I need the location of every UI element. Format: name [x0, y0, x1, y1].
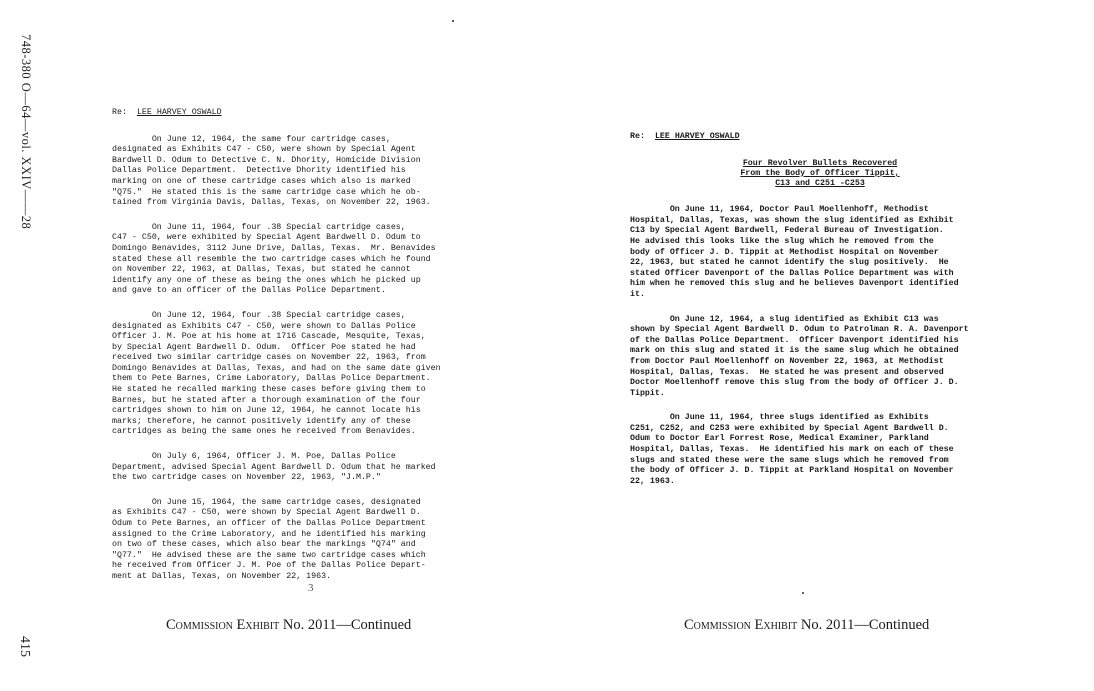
re-subject: LEE HARVEY OSWALD	[136, 108, 222, 117]
exhibit-prefix: Commission Exhibit	[166, 617, 280, 633]
exhibit-suffix: No. 2011—Continued	[800, 617, 930, 633]
re-line	[112, 108, 512, 119]
re-line	[630, 132, 1010, 143]
left-page-body	[112, 108, 512, 597]
paragraph: On June 12, 1964, a slug identified as Exhibit C13 was shown by Special Agent Bardwell D. Odum to Patrolman R. A. Davenport of the Dallas Police Department. Officer Davenport identified his mark on this slug and stated it is the same slug which he obtained from Doctor Paul Moellenhoff on November 22, 1963, at Methodist Hospital, Dallas, Texas. He stated he was present and observed Doctor Moellenhoff remove this slug from the body of Officer J. D. Tippit.	[630, 314, 969, 398]
exhibit-caption-right	[684, 617, 929, 634]
paragraph: On July 6, 1964, Officer J. M. Poe, Dallas Police Department, advised Special Agent Bardwell D. Odum that he marked the two cartridge cases on November 22, 1963, "J.M.P."	[112, 452, 436, 483]
paragraph: On June 11, 1964, four .38 Special cartridge cases, C47 - C50, were exhibited by Special Agent Bardwell D. Odum to Domingo Benavides, 3112 June Drive, Dallas, Texas. Mr. Benavides stated these all resemble the two cartridge cases which he found on November 22, 1963, at Dallas, Texas, but stated he cannot identify any one of these as being the ones which he picked up and gave to an officer of the Dallas Police Department.	[112, 222, 436, 296]
right-page-body	[630, 132, 1010, 501]
re-label: Re:	[630, 132, 645, 141]
exhibit-suffix: No. 2011—Continued	[282, 617, 412, 633]
paragraph: On June 15, 1964, the same cartridge cases, designated as Exhibits C47 - C50, were shown by Special Agent Bardwell D. Odum to Pete Barnes, an officer of the Dallas Police Department assigned to the Crime Laboratory, and he identified his marking on two of these cases, which also bear the markings "Q74" and "Q77." He advised these are the same two cartridge cases which he received from Officer J. M. Poe of the Dallas Police Depart- ment at Dallas, Texas, on November 22, 1963.	[112, 497, 426, 581]
page-number: 415	[17, 636, 32, 657]
section-heading: Four Revolver Bullets Recovered From the Body of Officer Tippit, C13 and C251 -C253	[740, 158, 900, 188]
re-label: Re:	[112, 108, 127, 117]
side-print-label: 748-380 O—64—vol. XXIV——28	[19, 34, 33, 230]
paragraph: On June 12, 1964, four .38 Special cartridge cases, designated as Exhibits C47 - C50, were shown to Dallas Police Officer J. M. Poe at his home at 1716 Cascade, Mesquite, Texas, by Special Agent Bardwell D. Odum. Officer Poe stated he had received two similar cartridge cases on November 22, 1963, from Domingo Benavides at Dallas, Texas, and had on the same date given them to Pete Barnes, Crime Laboratory, Dallas Police Department. He stated he recalled marking these cases before giving them to Barnes, but he stated after a thorough examination of the four cartridges shown to him on June 12, 1964, he cannot locate his marks; therefore, he cannot positively identify any of these cartridges as being the same ones he received from Benavides.	[112, 310, 441, 437]
page-mark: 3	[308, 582, 314, 594]
paragraph: On June 11, 1964, three slugs identified as Exhibits C251, C252, and C253 were exhibited by Special Agent Bardwell D. Odum to Doctor Earl Forrest Rose, Medical Examiner, Parkland Hospital, Dallas, Texas. He identified his mark on each of these slugs and stated these were the same slugs which he removed from the body of Officer J. D. Tippit at Parkland Hospital on November 22, 1963.	[630, 413, 954, 486]
exhibit-caption-left	[166, 617, 411, 634]
exhibit-prefix: Commission Exhibit	[684, 617, 798, 633]
speck-mark	[452, 20, 454, 22]
re-subject: LEE HARVEY OSWALD	[654, 132, 740, 141]
speck-mark	[802, 592, 804, 594]
paragraph: On June 12, 1964, the same four cartridge cases, designated as Exhibits C47 - C50, were shown by Special Agent Bardwell D. Odum to Detective C. N. Dhority, Homicide Division Dallas Police Department. Detective Dhority identified his marking on one of these cartridge cases which also is marked "Q75." He stated this is the same cartridge case which he ob- tained from Virginia Davis, Dallas, Texas, on November 22, 1963.	[112, 134, 431, 208]
paragraph: On June 11, 1964, Doctor Paul Moellenhoff, Methodist Hospital, Dallas, Texas, was shown the slug identified as Exhibit C13 by Special Agent Bardwell, Federal Bureau of Investigation. He advised this looks like the slug which he removed from the body of Officer J. D. Tippit at Methodist Hospital on November 22, 1963, but stated he cannot identify the slug positively. He stated Officer Davenport of the Dallas Police Department was with him when he removed this slug and he believes Davenport identified it.	[630, 205, 959, 299]
